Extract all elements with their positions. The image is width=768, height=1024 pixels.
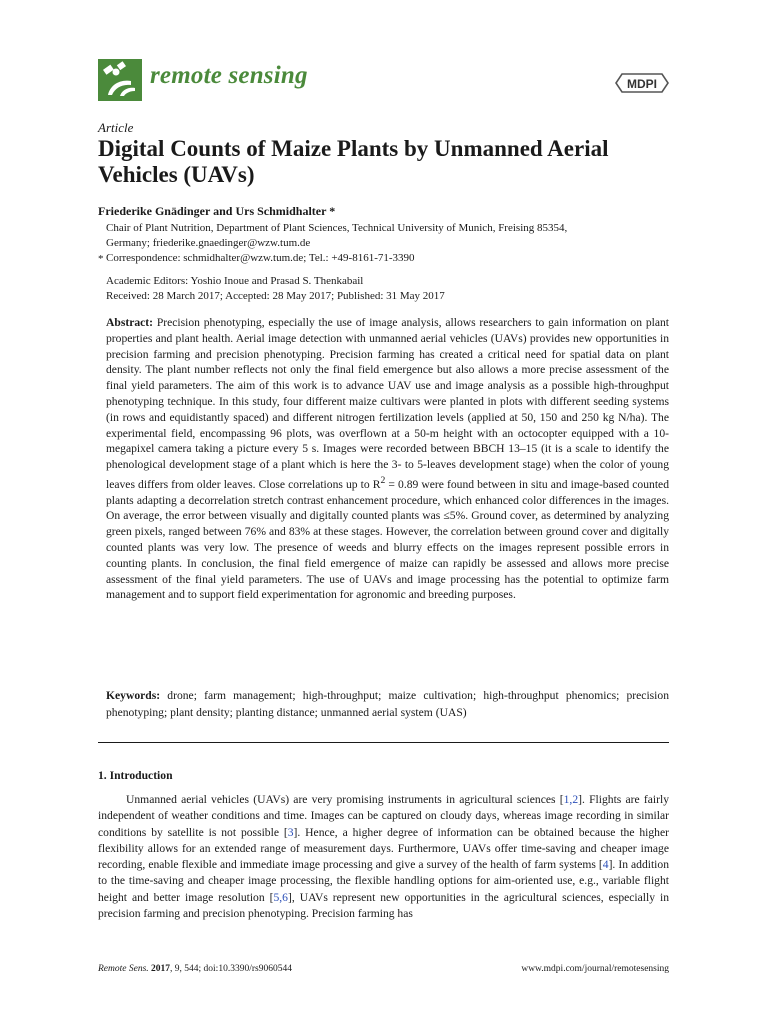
article-type-label: Article [98,120,134,135]
section-heading-introduction: 1. Introduction [98,769,173,782]
footer-volume-info: , 9, 544; doi:10.3390/rs9060544 [170,964,292,974]
citation-link[interactable]: 5,6 [273,890,288,904]
introduction-paragraph [98,792,669,922]
citation-link[interactable]: 3 [287,825,294,839]
journal-logo [98,59,142,101]
keywords-text: drone; farm management; high-throughput; maize cultivation; high-throughput phenomics; precision phenotyping; plant density; planting distance; unmanned aerial system (UAS) [106,689,669,719]
section-divider [98,742,669,743]
journal-name: remote sensing [150,62,308,89]
footer-citation [98,964,292,974]
editorial-info [106,274,666,304]
abstract-label: Abstract: [106,316,154,329]
authors: Friederike Gnädinger and Urs Schmidhalter * [98,204,336,218]
paper-title: Digital Counts of Maize Plants by Unmanned Aerial Vehicles (UAVs) [98,136,609,187]
publication-dates: Received: 28 March 2017; Accepted: 28 May 2017; Published: 31 May 2017 [106,290,445,302]
footer-url[interactable]: www.mdpi.com/journal/remotesensing [521,964,669,974]
abstract-superscript: 2 [380,474,386,486]
footer-year: 2017 [151,964,171,974]
intro-text: ]. Hence, a higher degree of information can be obtained because the higher flexibility allows for an extended range of measurement days. Furthermore, UAVs offer time-saving and cheaper image recording, enable flexible and immediate image processing and give a survey of the health of farm systems [ [98,825,669,872]
mdpi-logo [614,70,670,101]
intro-text: Unmanned aerial vehicles (UAVs) are very promising instruments in agricultural sciences [ [126,793,564,806]
intro-text: ]. Flights are fairly independent of weather conditions and time. Images can be captured on cloudy days, whereas image recording in similar conditions by satellite is not possible [ [98,793,669,839]
satellite-icon [98,59,142,101]
citation-link[interactable]: 4 [602,858,609,872]
abstract-text-2: = 0.89 were found between in situ and image-based counted plants adapting a decorrelation stretch contrast enhancement procedure, which enhanced color differences in the images. On average, the error between visually and digitally counted plants was ≤5%. Ground cover, as determined by analyzing green pixels, ranged between 76% and 83% at these stages. However, the correlation between ground cover and digitally counted plants was very low. The presence of weeds and blurry effects on the images represent possible errors in counting plants. In conclusion, the final field emergence of maize can rapidly be assessed and allows more precise assessment of the final yield parameters. The use of UAVs and image processing has the potential to optimize farm management and to support field experimentation for agronomic and breeding purposes. [106,477,669,602]
intro-text: ], UAVs represent new opportunities in the agricultural sciences, especially in precision farming and precision phenotyping. Precision farming has [98,890,669,921]
keywords-label: Keywords: [106,689,161,702]
citation-link[interactable]: 1,2 [563,793,579,806]
keywords [106,688,669,721]
abstract-text-1: Precision phenotyping, especially the use of image analysis, allows researchers to gain information on plant properties and plant health. Aerial image detection with unmanned aerial vehicles (UAVs) provides new opportunities in precision farming and precision phenotyping. Precision farming has created a critical need for spatial data on plant density. The plant number reflects not only the final field emergence but also allows a more precise assessment of the final yield parameters. The aim of this work is to advance UAV use and image analysis as a possible high-throughput phenotyping technique. In this study, four different maize cultivars were planted in plots with different seeding systems (in rows and equidistantly spaced) and different nitrogen fertilization levels (applied at 50, 150 and 250 kg N/ha). The experimental field, encompassing 96 plots, was overflown at a 50-m height with an octocopter equipped with a 10-megapixel camera taking a picture every 5 s. Images were recorded between BBCH 13–15 (it is a scale to identify the phenological development stage of a plant which is here the 3- to 5-leaves development stage) when the color of young leaves differs from older leaves. Close correlations up to R [106,316,669,491]
affiliation-block [106,221,666,266]
affiliation-line-2: Germany; friederike.gnaedinger@wzw.tum.de [106,237,311,249]
mdpi-logo-text: MDPI [627,77,657,91]
footer-journal-abbrev: Remote Sens. [98,964,149,974]
affiliation-line-1: Chair of Plant Nutrition, Department of Plant Sciences, Technical University of Munich, Freising 85354, [106,222,568,234]
academic-editors: Academic Editors: Yoshio Inoue and Prasad S. Thenkabail [106,275,364,287]
correspondence-mark: * [98,253,104,265]
correspondence: Correspondence: schmidhalter@wzw.tum.de; Tel.: +49-8161-71-3390 [106,252,415,264]
abstract [106,315,669,603]
intro-text: ]. In addition to the time-saving and cheaper image processing, the flexible handling options for aim-oriented use, e.g., variable flight height and better image resolution [ [98,858,669,904]
